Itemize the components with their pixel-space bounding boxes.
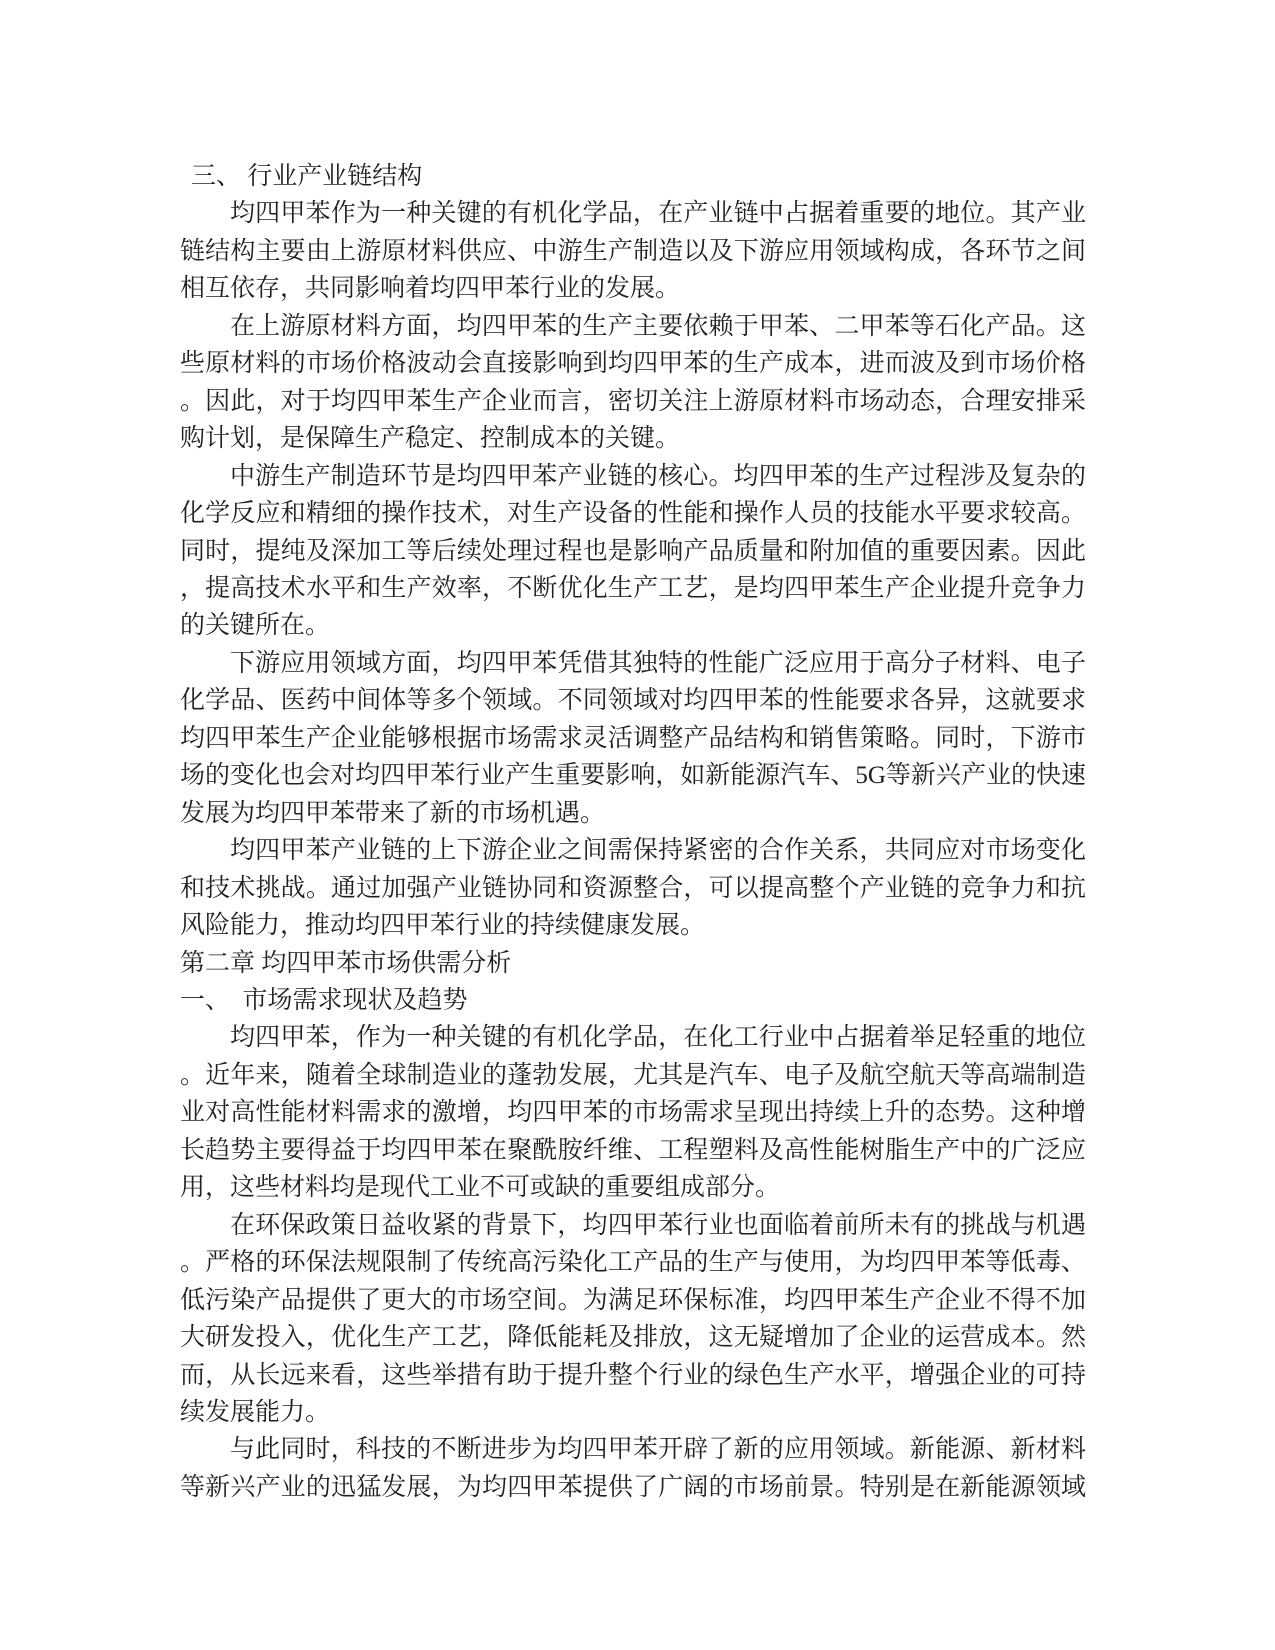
paragraph-line: 均四甲苯作为一种关键的有机化学品，在产业链中占据着重要的地位。其产业 xyxy=(230,200,1086,228)
paragraph-line: 均四甲苯产业链的上下游企业之间需保持紧密的合作关系，共同应对市场变化 xyxy=(230,837,1086,865)
paragraph-line: 购计划，是保障生产稳定、控制成本的关键。 xyxy=(180,425,681,453)
paragraph-line: 。近年来，随着全球制造业的蓬勃发展，尤其是汽车、电子及航空航天等高端制造 xyxy=(180,1061,1086,1089)
page-text-area xyxy=(180,158,1086,1506)
paragraph-line: 等新兴产业的迅猛发展，为均四甲苯提供了广阔的市场前景。特别是在新能源领域 xyxy=(180,1473,1086,1501)
paragraph-line: ，提高技术水平和生产效率，不断优化生产工艺，是均四甲苯生产企业提升竞争力 xyxy=(180,574,1086,602)
paragraph-line: 而，从长远来看，这些举措有助于提升整个行业的绿色生产水平，增强企业的可持 xyxy=(180,1361,1086,1389)
section-heading-3: 三、 行业产业链结构 xyxy=(191,163,423,190)
section-heading-1: 一、 市场需求现状及趋势 xyxy=(180,986,468,1014)
paragraph-line: 场的变化也会对均四甲苯行业产生重要影响，如新能源汽车、5G等新兴产业的快速 xyxy=(180,762,1086,790)
paragraph xyxy=(180,1019,1086,1206)
paragraph xyxy=(180,308,1086,458)
chapter-2-heading: 第二章 均四甲苯市场供需分析 xyxy=(180,949,512,977)
paragraph-line: 同时，提纯及深加工等后续处理过程也是影响产品质量和附加值的重要因素。因此 xyxy=(180,537,1086,565)
paragraph-line: 续发展能力。 xyxy=(180,1398,331,1426)
paragraph xyxy=(180,458,1086,645)
paragraph xyxy=(180,195,1086,307)
paragraph-line: 下游应用领域方面，均四甲苯凭借其独特的性能广泛应用于高分子材料、电子 xyxy=(230,649,1086,677)
paragraph-line: 在环保政策日益收紧的背景下，均四甲苯行业也面临着前所未有的挑战与机遇 xyxy=(230,1211,1086,1239)
paragraph-line: 与此同时，科技的不断进步为均四甲苯开辟了新的应用领域。新能源、新材料 xyxy=(230,1436,1086,1464)
paragraph xyxy=(180,1431,1086,1506)
section-heading-block xyxy=(180,982,1086,1019)
chapter-heading-block xyxy=(180,945,1086,982)
section-heading-block xyxy=(180,158,1086,195)
paragraph-line: 中游生产制造环节是均四甲苯产业链的核心。均四甲苯的生产过程涉及复杂的 xyxy=(230,462,1086,490)
paragraph xyxy=(180,1207,1086,1432)
paragraph-line: 链结构主要由上游原材料供应、中游生产制造以及下游应用领域构成，各环节之间 xyxy=(180,237,1086,265)
paragraph-line: 化学品、医药中间体等多个领域。不同领域对均四甲苯的性能要求各异，这就要求 xyxy=(180,687,1086,715)
paragraph-line: 在上游原材料方面，均四甲苯的生产主要依赖于甲苯、二甲苯等石化产品。这 xyxy=(230,312,1086,340)
paragraph-line: 长趋势主要得益于均四甲苯在聚酰胺纤维、工程塑料及高性能树脂生产中的广泛应 xyxy=(180,1136,1086,1164)
paragraph-line: 和技术挑战。通过加强产业链协同和资源整合，可以提高整个产业链的竞争力和抗 xyxy=(180,874,1086,902)
paragraph-line: 发展为均四甲苯带来了新的市场机遇。 xyxy=(180,799,606,827)
paragraph-line: 化学反应和精细的操作技术，对生产设备的性能和操作人员的技能水平要求较高。 xyxy=(180,500,1086,528)
paragraph-line: 些原材料的市场价格波动会直接影响到均四甲苯的生产成本，进而波及到市场价格 xyxy=(180,350,1086,378)
paragraph-line: 均四甲苯，作为一种关键的有机化学品，在化工行业中占据着举足轻重的地位 xyxy=(230,1024,1086,1052)
paragraph xyxy=(180,645,1086,832)
paragraph-line: 的关键所在。 xyxy=(180,612,331,640)
paragraph-line: 业对高性能材料需求的激增，均四甲苯的市场需求呈现出持续上升的态势。这种增 xyxy=(180,1099,1086,1127)
paragraph-line: 用，这些材料均是现代工业不可或缺的重要组成部分。 xyxy=(180,1174,781,1202)
paragraph-line: 风险能力，推动均四甲苯行业的持续健康发展。 xyxy=(180,912,706,940)
paragraph-line: 。因此，对于均四甲苯生产企业而言，密切关注上游原材料市场动态，合理安排采 xyxy=(180,387,1086,415)
paragraph-line: 。严格的环保法规限制了传统高污染化工产品的生产与使用，为均四甲苯等低毒、 xyxy=(180,1249,1086,1277)
paragraph xyxy=(180,832,1086,944)
paragraph-line: 均四甲苯生产企业能够根据市场需求灵活调整产品结构和销售策略。同时，下游市 xyxy=(180,724,1086,752)
paragraph-line: 大研发投入，优化生产工艺，降低能耗及排放，这无疑增加了企业的运营成本。然 xyxy=(180,1324,1086,1352)
paragraph-line: 低污染产品提供了更大的市场空间。为满足环保标准，均四甲苯生产企业不得不加 xyxy=(180,1286,1086,1314)
paragraph-line: 相互依存，共同影响着均四甲苯行业的发展。 xyxy=(180,275,681,303)
